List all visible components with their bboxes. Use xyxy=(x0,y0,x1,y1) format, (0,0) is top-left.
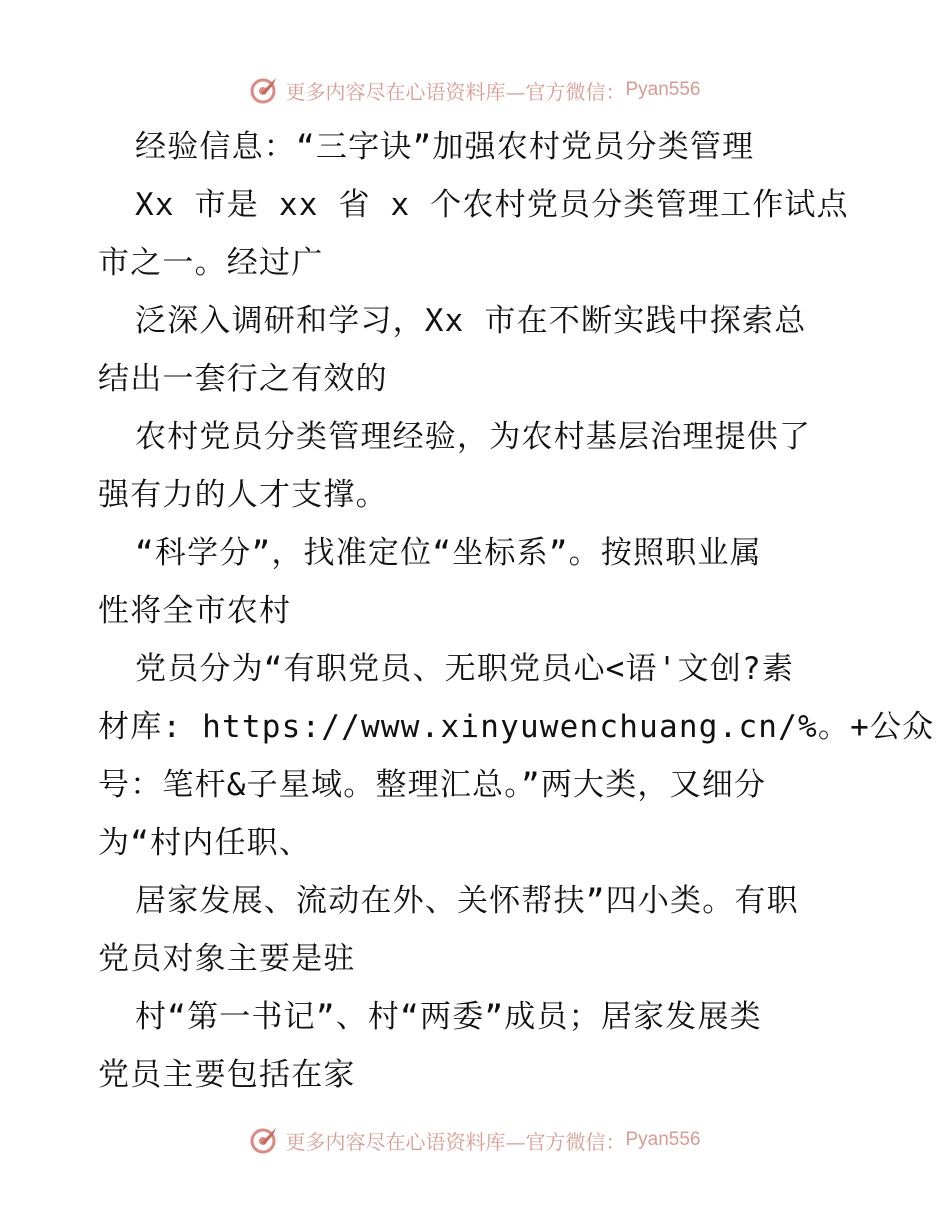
doc-line: 农村党员分类管理经验，为农村基层治理提供了 xyxy=(135,419,812,455)
watermark-banner-top xyxy=(0,70,950,110)
document-body xyxy=(98,118,935,1104)
watermark-text: 更多内容尽在心语资料库—官方微信： xyxy=(285,1129,626,1154)
doc-line: “科学分”，找准定位“坐标系”。按照职业属 xyxy=(135,535,762,571)
doc-line: 性将全市农村 xyxy=(98,593,292,629)
quill-logo-icon xyxy=(249,75,279,105)
doc-line: 泛深入调研和学习，Xx 市在不断实践中探索总 xyxy=(135,303,807,339)
doc-line: 村“第一书记”、村“两委”成员；居家发展类 xyxy=(135,999,762,1035)
doc-line: 市之一。经过广 xyxy=(98,245,324,281)
doc-line: 结出一套行之有效的 xyxy=(98,361,388,397)
doc-line: 党员主要包括在家 xyxy=(98,1057,356,1093)
doc-title: 经验信息：“三字诀”加强农村党员分类管理 xyxy=(135,129,755,165)
doc-line: 材库: https://www.xinyuwenchuang.cn/%。+公众 xyxy=(98,709,935,745)
doc-line: Xx 市是 xx 省 x 个农村党员分类管理工作试点 xyxy=(135,187,849,223)
doc-line: 为“村内任职、 xyxy=(98,825,312,861)
quill-logo-icon xyxy=(249,1125,279,1155)
doc-line: 居家发展、流动在外、关怀帮扶”四小类。有职 xyxy=(135,883,799,919)
watermark-wechat-id: Pyan556 xyxy=(625,79,701,100)
watermark-banner-bottom xyxy=(0,1120,950,1160)
doc-line: 党员分为“有职党员、无职党员心<语'文创?素 xyxy=(135,651,795,687)
watermark-text: 更多内容尽在心语资料库—官方微信： xyxy=(285,79,626,104)
doc-line: 号：笔杆&子星域。整理汇总。”两大类，又细分 xyxy=(98,767,767,803)
doc-line: 强有力的人才支撑。 xyxy=(98,477,388,513)
doc-line: 党员对象主要是驻 xyxy=(98,941,356,977)
watermark-wechat-id: Pyan556 xyxy=(625,1129,701,1150)
